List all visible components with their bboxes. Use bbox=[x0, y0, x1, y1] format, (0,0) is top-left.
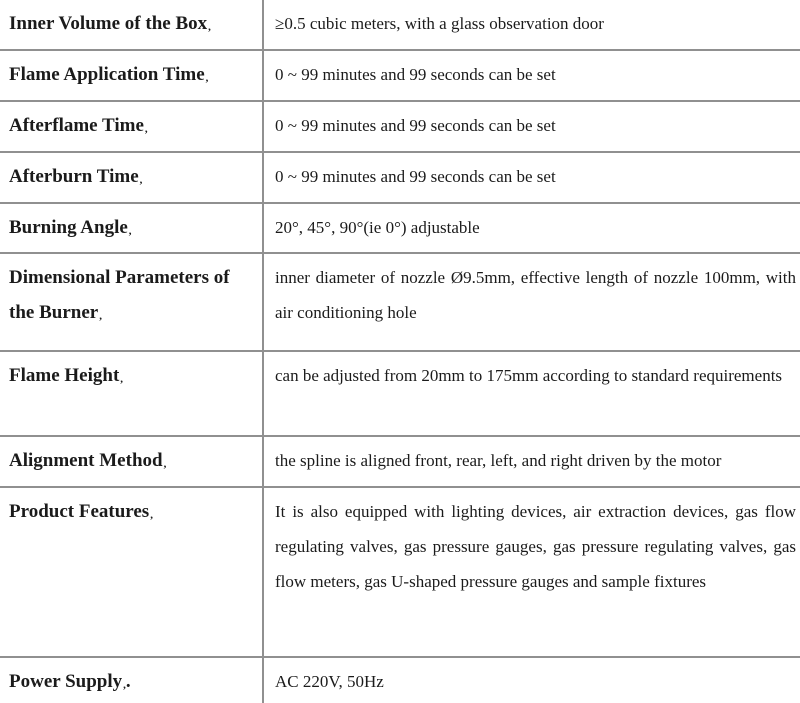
spec-label-cell bbox=[0, 253, 263, 351]
spec-label-cell bbox=[0, 152, 263, 203]
cell-end-mark: , bbox=[208, 21, 211, 33]
table-row bbox=[0, 351, 800, 436]
cell-end-mark: , bbox=[205, 72, 209, 84]
cell-end-mark: , bbox=[99, 310, 102, 322]
table-row bbox=[0, 487, 800, 657]
spec-value-cell: ≥0.5 cubic meters, with a glass observation door bbox=[263, 0, 800, 50]
spec-label-cell bbox=[0, 0, 263, 50]
cell-end-mark: , bbox=[123, 679, 126, 691]
spec-value-cell: inner diameter of nozzle Ø9.5mm, effective length of nozzle 100mm, with air conditioning hole bbox=[263, 253, 800, 351]
spec-label: Burning Angle bbox=[9, 217, 128, 238]
table-row bbox=[0, 436, 800, 487]
spec-label-suffix: . bbox=[125, 671, 131, 692]
spec-label-cell bbox=[0, 101, 263, 152]
cell-end-mark: , bbox=[139, 174, 143, 186]
table-row bbox=[0, 152, 800, 203]
spec-label: Afterflame Time bbox=[9, 115, 144, 136]
cell-end-mark: , bbox=[120, 373, 124, 385]
cell-end-mark: , bbox=[128, 225, 132, 237]
spec-value-cell: 0 ~ 99 minutes and 99 seconds can be set bbox=[263, 101, 800, 152]
spec-label-cell bbox=[0, 436, 263, 487]
spec-label-cell bbox=[0, 657, 263, 703]
cell-end-mark: , bbox=[150, 509, 153, 521]
table-row bbox=[0, 203, 800, 253]
spec-label: Power Supply bbox=[9, 671, 123, 692]
spec-value-cell: can be adjusted from 20mm to 175mm according to standard requirements bbox=[263, 351, 800, 436]
spec-label-cell bbox=[0, 203, 263, 253]
spec-label-cell bbox=[0, 50, 263, 101]
spec-value-cell: AC 220V, 50Hz bbox=[275, 672, 384, 691]
spec-label: Flame Height bbox=[9, 365, 120, 386]
spec-label: Flame Application Time bbox=[9, 64, 205, 85]
spec-value-cell: It is also equipped with lighting devices, air extraction devices, gas flow regulating valves, gas pressure gauges, gas pressure regulating valves, gas flow meters, gas U-shaped pressure gauges and sample fixtures bbox=[263, 487, 800, 657]
table-row bbox=[0, 0, 800, 50]
spec-value-cell: 0 ~ 99 minutes and 99 seconds can be set bbox=[263, 50, 800, 101]
spec-label: Product Features bbox=[9, 501, 150, 522]
spec-label-cell bbox=[0, 351, 263, 436]
spec-label: Afterburn Time bbox=[9, 166, 139, 187]
table-row bbox=[0, 253, 800, 351]
table-row bbox=[0, 657, 800, 703]
cell-end-mark: , bbox=[163, 458, 167, 470]
spec-value-cell: the spline is aligned front, rear, left, and right driven by the motor bbox=[263, 436, 800, 487]
spec-label: Alignment Method bbox=[9, 450, 163, 471]
spec-label: Dimensional Parameters of the Burner bbox=[9, 267, 230, 323]
spec-label: Inner Volume of the Box bbox=[9, 13, 208, 34]
cell-end-mark: , bbox=[144, 123, 148, 135]
spec-value-cell: 0 ~ 99 minutes and 99 seconds can be set bbox=[263, 152, 800, 203]
table-row bbox=[0, 50, 800, 101]
spec-value-cell: 20°, 45°, 90°(ie 0°) adjustable bbox=[263, 203, 800, 253]
spec-label-cell bbox=[0, 487, 263, 657]
table-row bbox=[0, 101, 800, 152]
